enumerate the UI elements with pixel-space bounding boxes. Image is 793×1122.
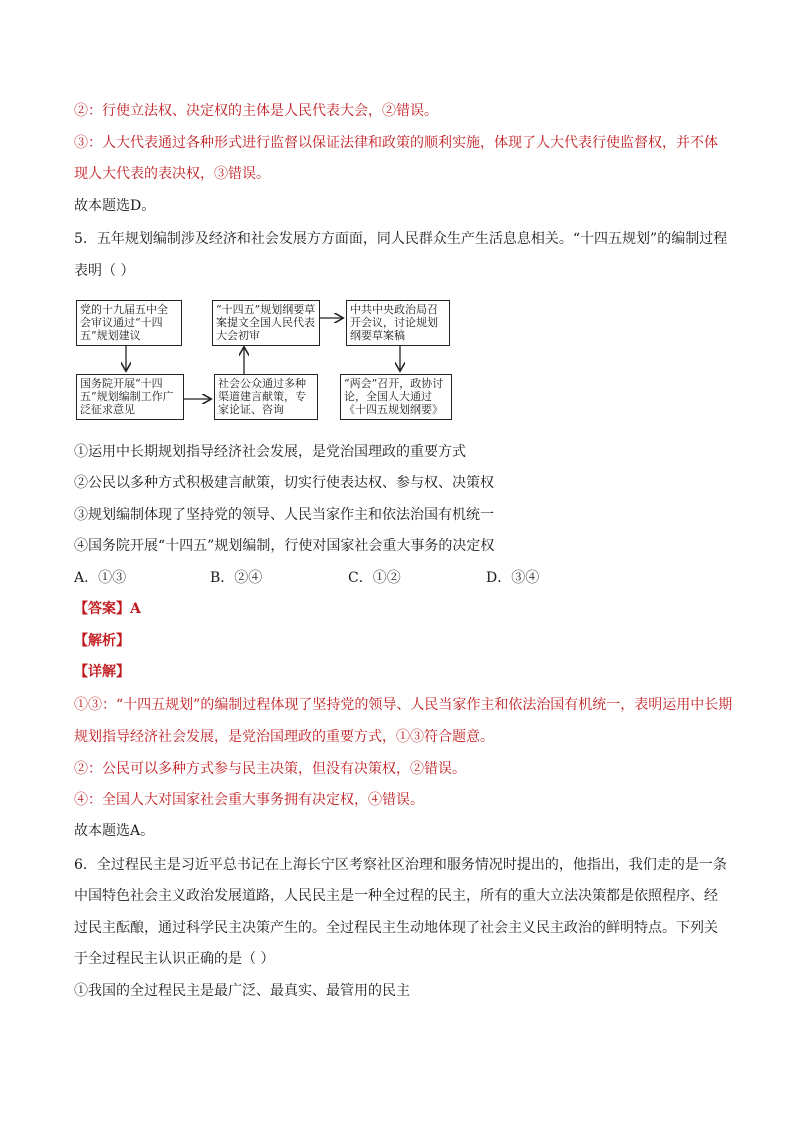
q5-flow-diagram <box>74 296 474 422</box>
q6-statement-1: ①我国的全过程民主是最广泛、最真实、最管用的民主 <box>74 983 410 999</box>
q5-detail-2: ②：公民可以多种方式参与民主决策，但没有决策权，②错误。 <box>74 761 466 777</box>
q5-statement-2: ②公民以多种方式积极建言献策，切实行使表达权、参与权、决策权 <box>74 475 494 491</box>
flow-box-6: “两会”召开，政协讨论，全国人大通过《十四五规划纲要》 <box>340 374 452 420</box>
flow-box-4: 国务院开展“十四五”规划编制工作广泛征求意见 <box>76 374 184 420</box>
q5-option-a: A．①③ <box>74 570 127 586</box>
q5-option-d: D．③④ <box>486 570 540 586</box>
q5-stem-cont: 表明（ ） <box>74 263 135 279</box>
q5-answer-label: 【答案】A <box>74 601 141 617</box>
flow-box-1: 党的十九届五中全会审议通过“十四五”规划建议 <box>76 300 182 346</box>
q4-statement-3-analysis-cont: 现人大代表的表决权，③错误。 <box>74 166 270 182</box>
q5-statement-3: ③规划编制体现了坚持党的领导、人民当家作主和依法治国有机统一 <box>74 507 494 523</box>
q6-stem-cont-3: 于全过程民主认识正确的是（ ） <box>74 951 275 967</box>
q4-conclusion: 故本题选D。 <box>74 198 156 214</box>
q5-conclusion: 故本题选A。 <box>74 823 155 839</box>
q5-statement-1: ①运用中长期规划指导经济社会发展，是党治国理政的重要方式 <box>74 444 466 460</box>
q6-stem-cont-2: 过民主酝酿，通过科学民主决策产生的。全过程民主生动地体现了社会主义民主政治的鲜明特点。下列关 <box>74 920 718 936</box>
q5-option-b: B．②④ <box>210 570 263 586</box>
q5-detail-1-cont: 规划指导经济社会发展，是党治国理政的重要方式，①③符合题意。 <box>74 729 494 745</box>
flow-box-5: 社会公众通过多种渠道建言献策，专家论证、咨询 <box>214 374 318 420</box>
q5-stem: 5．五年规划编制涉及经济和社会发展方方面面，同人民群众生产生活息息相关。“十四五规划”的编制过程 <box>74 231 728 247</box>
q6-stem-cont-1: 中国特色社会主义政治发展道路，人民民主是一种全过程的民主，所有的重大立法决策都是依照程序、经 <box>74 888 718 904</box>
q6-stem: 6．全过程民主是习近平总书记在上海长宁区考察社区治理和服务情况时提出的，他指出，我们走的是一条 <box>74 857 727 873</box>
q5-option-c: C．①② <box>348 570 401 586</box>
q4-statement-2-analysis: ②：行使立法权、决定权的主体是人民代表大会，②错误。 <box>74 103 438 119</box>
flow-box-2: “十四五”规划纲要草案提文全国人民代表大会初审 <box>212 300 320 346</box>
q5-detail-4: ④：全国人大对国家社会重大事务拥有决定权，④错误。 <box>74 792 424 808</box>
flow-box-3: 中共中央政治局召开会议，讨论规划纲要草案稿 <box>346 300 450 346</box>
q5-detail-1: ①③：“十四五规划”的编制过程体现了坚持党的领导、人民当家作主和依法治国有机统一，表明运用中长期 <box>74 697 733 713</box>
q5-analysis-label: 【解析】 <box>74 633 130 649</box>
q5-statement-4: ④国务院开展“十四五”规划编制，行使对国家社会重大事务的决定权 <box>74 538 495 554</box>
q5-detail-label: 【详解】 <box>74 664 130 680</box>
q4-statement-3-analysis: ③：人大代表通过各种形式进行监督以保证法律和政策的顺利实施，体现了人大代表行使监督权，并不体 <box>74 135 718 151</box>
